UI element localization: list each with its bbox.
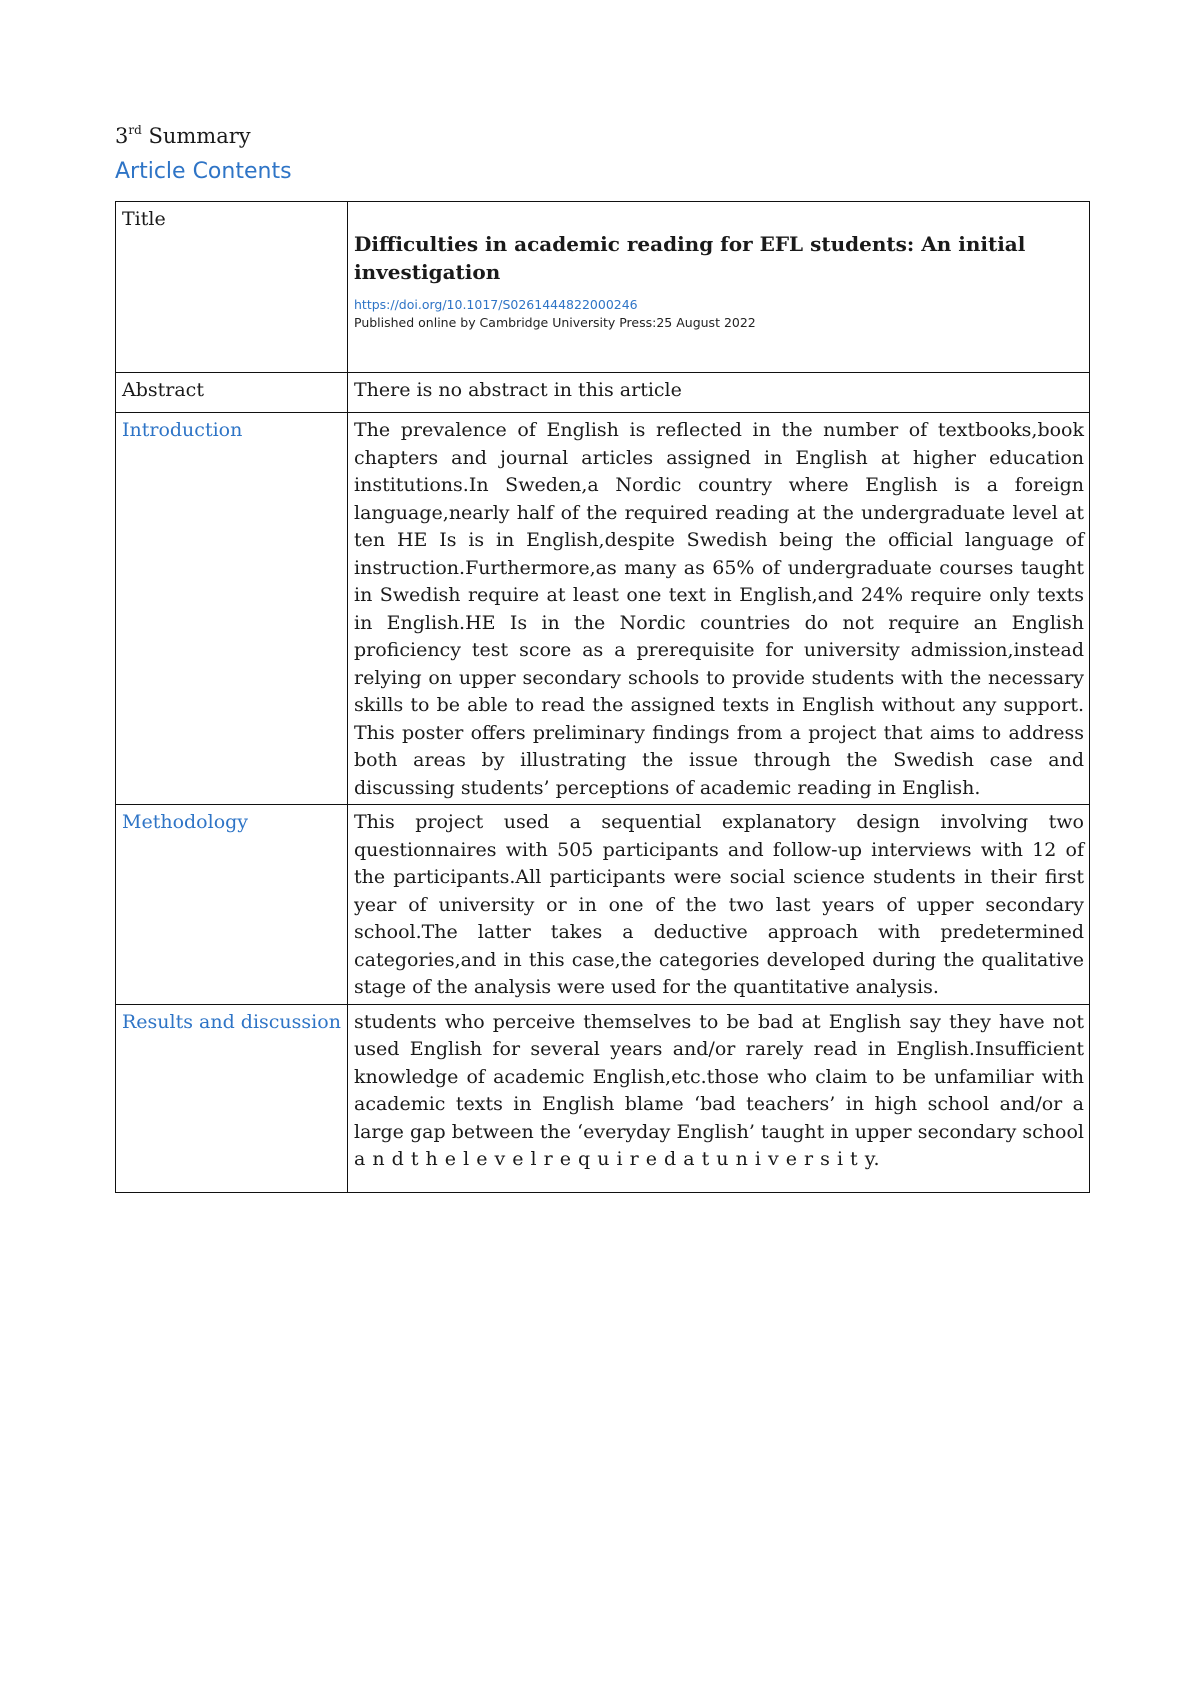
summary-table — [115, 201, 1090, 1193]
introduction-label: Introduction — [116, 413, 348, 805]
article-title: Difficulties in academic reading for EFL students: An initial investigation — [354, 232, 1026, 284]
published-info: Published online by Cambridge University Press:25 August 2022 — [354, 315, 756, 330]
table-row-title — [116, 202, 1090, 373]
results-label: Results and discussion — [116, 1004, 348, 1192]
methodology-label: Methodology — [116, 805, 348, 1005]
summary-number: 3 — [115, 124, 129, 148]
summary-heading — [115, 122, 251, 150]
doi-link[interactable]: https://doi.org/10.1017/S0261444822000246 — [354, 297, 638, 312]
introduction-text: The prevalence of English is reflected in the number of textbooks,book chapters and journal articles assigned in English at higher education institutions.In Sweden,a Nordic country where English is a foreign language,nearly half of the required reading at the undergraduate level at ten HE Is is in English,despite Swedish being the official language of instruction.Furthermore,as many as 65% of undergraduate courses taught in Swedish require at least one text in English,and 24% require only texts in English.HE Is in the Nordic countries do not require an English proficiency test score as a prerequisite for university admission,instead relying on upper secondary schools to provide students with the necessary skills to be able to read the assigned texts in English without any support. This poster offers preliminary findings from a project that aims to address both areas by illustrating the issue through the Swedish case and discussing students’ perceptions of academic reading in English. — [348, 413, 1090, 805]
summary-word: Summary — [148, 124, 251, 148]
summary-ordinal-suffix: rd — [128, 123, 142, 137]
results-content — [348, 1004, 1090, 1192]
methodology-text: This project used a sequential explanatory design involving two questionnaires with 505 participants and follow-up interviews with 12 of the participants.All participants were social science students in their first year of university or in one of the two last years of upper secondary school.The latter takes a deductive approach with predetermined categories,and in this case,the categories developed during the qualitative stage of the analysis were used for the quantitative analysis. — [348, 805, 1090, 1005]
results-text: students who perceive themselves to be bad at English say they have not used English for several years and/or rarely read in English.Insufficient knowledge of academic English,etc.those who claim to be unfamiliar with academic texts in English blame ‘bad teachers’ in high school and/or a large gap between the ‘everyday English’ taught in upper secondary school — [354, 1010, 1084, 1143]
table-row-results — [116, 1004, 1090, 1192]
table-row-methodology — [116, 805, 1090, 1005]
results-text-tail: a n d t h e l e v e l r e q u i r e d a t u n i v e r s i t y. — [354, 1148, 880, 1170]
title-label: Title — [116, 202, 348, 373]
table-row-introduction — [116, 413, 1090, 805]
title-content — [348, 202, 1090, 373]
article-contents-heading: Article Contents — [115, 159, 292, 184]
table-row-abstract — [116, 373, 1090, 413]
abstract-label: Abstract — [116, 373, 348, 413]
abstract-text: There is no abstract in this article — [348, 373, 1090, 413]
